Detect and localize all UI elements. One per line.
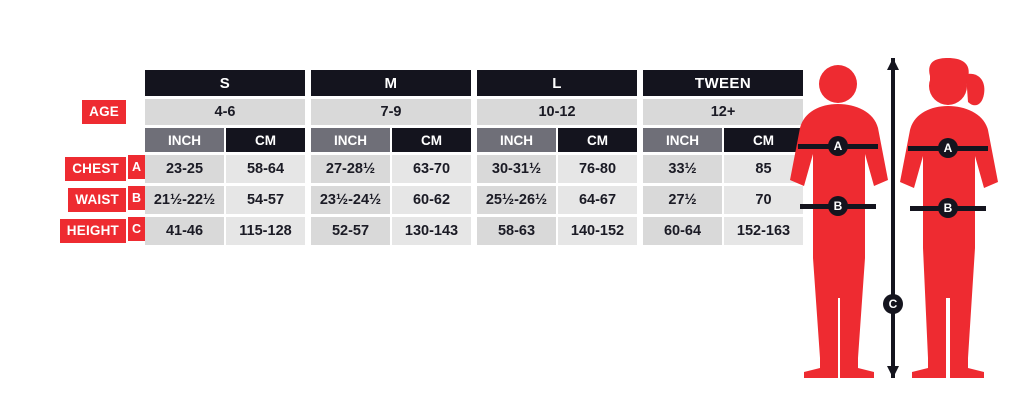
marker-boy-waist: B <box>828 196 848 216</box>
unit-inch-tween: INCH <box>643 128 722 152</box>
height-cm-m: 130-143 <box>392 217 471 245</box>
units-group-s <box>145 128 305 152</box>
unit-inch-s: INCH <box>145 128 224 152</box>
marker-girl-waist: B <box>938 198 958 218</box>
table-row-waist <box>48 186 772 214</box>
height-axis <box>887 58 899 378</box>
age-value-m: 7-9 <box>311 99 471 125</box>
age-group-tween <box>643 99 803 125</box>
column-group-s <box>145 70 305 96</box>
units-letter-spacer <box>126 128 145 152</box>
height-values <box>145 217 803 245</box>
chest-values <box>145 155 803 183</box>
units-group-m <box>311 128 471 152</box>
row-letter-chest: A <box>128 155 145 179</box>
height-inch-l: 58-63 <box>477 217 556 245</box>
row-label-waist: WAIST <box>68 188 126 212</box>
unit-cm-tween: CM <box>724 128 803 152</box>
height-letter-wrap <box>126 217 145 245</box>
column-header-s: S <box>145 70 305 96</box>
waist-cm-tween: 70 <box>724 186 803 214</box>
row-label-age-wrap <box>48 99 126 125</box>
waist-inch-m: 23½-24½ <box>311 186 390 214</box>
unit-cm-l: CM <box>558 128 637 152</box>
waist-inch-s: 21½-22½ <box>145 186 224 214</box>
table-row-chest <box>48 155 772 183</box>
chest-inch-l: 30-31½ <box>477 155 556 183</box>
unit-headers <box>145 128 803 152</box>
height-group-s <box>145 217 305 245</box>
chest-cm-m: 63-70 <box>392 155 471 183</box>
chest-letter-wrap <box>126 155 145 183</box>
column-header-tween: TWEEN <box>643 70 803 96</box>
waist-group-tween <box>643 186 803 214</box>
header-row-label-spacer <box>48 70 126 96</box>
age-letter-spacer <box>126 99 145 125</box>
waist-inch-l: 25½-26½ <box>477 186 556 214</box>
table-row-age <box>48 99 768 125</box>
row-label-waist-wrap <box>48 186 126 214</box>
height-inch-tween: 60-64 <box>643 217 722 245</box>
waist-values <box>145 186 803 214</box>
size-chart-table <box>48 70 791 248</box>
marker-boy-chest: A <box>828 136 848 156</box>
chest-inch-m: 27-28½ <box>311 155 390 183</box>
column-group-l <box>477 70 637 96</box>
row-letter-waist: B <box>128 186 145 210</box>
age-value-tween: 12+ <box>643 99 803 125</box>
row-label-chest: CHEST <box>65 157 126 181</box>
age-group-s <box>145 99 305 125</box>
units-group-tween <box>643 128 803 152</box>
waist-cm-l: 64-67 <box>558 186 637 214</box>
row-label-chest-wrap <box>48 155 126 183</box>
column-header-l: L <box>477 70 637 96</box>
row-label-age: AGE <box>82 100 126 124</box>
waist-inch-tween: 27½ <box>643 186 722 214</box>
waist-cm-m: 60-62 <box>392 186 471 214</box>
height-group-m <box>311 217 471 245</box>
table-row-height <box>48 217 791 245</box>
column-group-tween <box>643 70 803 96</box>
unit-inch-l: INCH <box>477 128 556 152</box>
age-group-l <box>477 99 637 125</box>
chest-group-l <box>477 155 637 183</box>
unit-cm-m: CM <box>392 128 471 152</box>
age-group-m <box>311 99 471 125</box>
chest-cm-l: 76-80 <box>558 155 637 183</box>
chest-inch-s: 23-25 <box>145 155 224 183</box>
row-label-height-wrap <box>48 217 126 245</box>
measurement-figures <box>780 58 1020 378</box>
height-group-l <box>477 217 637 245</box>
column-header-m: M <box>311 70 471 96</box>
waist-group-s <box>145 186 305 214</box>
units-group-l <box>477 128 637 152</box>
chest-inch-tween: 33½ <box>643 155 722 183</box>
row-label-height: HEIGHT <box>60 219 126 243</box>
row-letter-height: C <box>128 217 145 241</box>
height-inch-s: 41-46 <box>145 217 224 245</box>
units-row-label-spacer <box>48 128 126 152</box>
height-cm-tween: 152-163 <box>724 217 803 245</box>
height-cm-s: 115-128 <box>226 217 305 245</box>
header-letter-spacer <box>126 70 145 96</box>
chest-group-m <box>311 155 471 183</box>
height-inch-m: 52-57 <box>311 217 390 245</box>
waist-cm-s: 54-57 <box>226 186 305 214</box>
height-group-tween <box>643 217 803 245</box>
column-group-m <box>311 70 471 96</box>
unit-cm-s: CM <box>226 128 305 152</box>
age-value-l: 10-12 <box>477 99 637 125</box>
figures-illustration <box>780 58 1020 378</box>
table-row-units <box>48 128 774 152</box>
chest-group-s <box>145 155 305 183</box>
table-header-row <box>48 70 768 96</box>
marker-height: C <box>883 294 903 314</box>
chest-cm-tween: 85 <box>724 155 803 183</box>
chest-group-tween <box>643 155 803 183</box>
boy-figure <box>790 65 888 378</box>
unit-inch-m: INCH <box>311 128 390 152</box>
chest-cm-s: 58-64 <box>226 155 305 183</box>
girl-figure <box>900 58 998 378</box>
header-groups <box>145 70 803 96</box>
waist-letter-wrap <box>126 186 145 214</box>
waist-group-l <box>477 186 637 214</box>
marker-girl-chest: A <box>938 138 958 158</box>
age-value-s: 4-6 <box>145 99 305 125</box>
waist-group-m <box>311 186 471 214</box>
height-cm-l: 140-152 <box>558 217 637 245</box>
age-values <box>145 99 803 125</box>
